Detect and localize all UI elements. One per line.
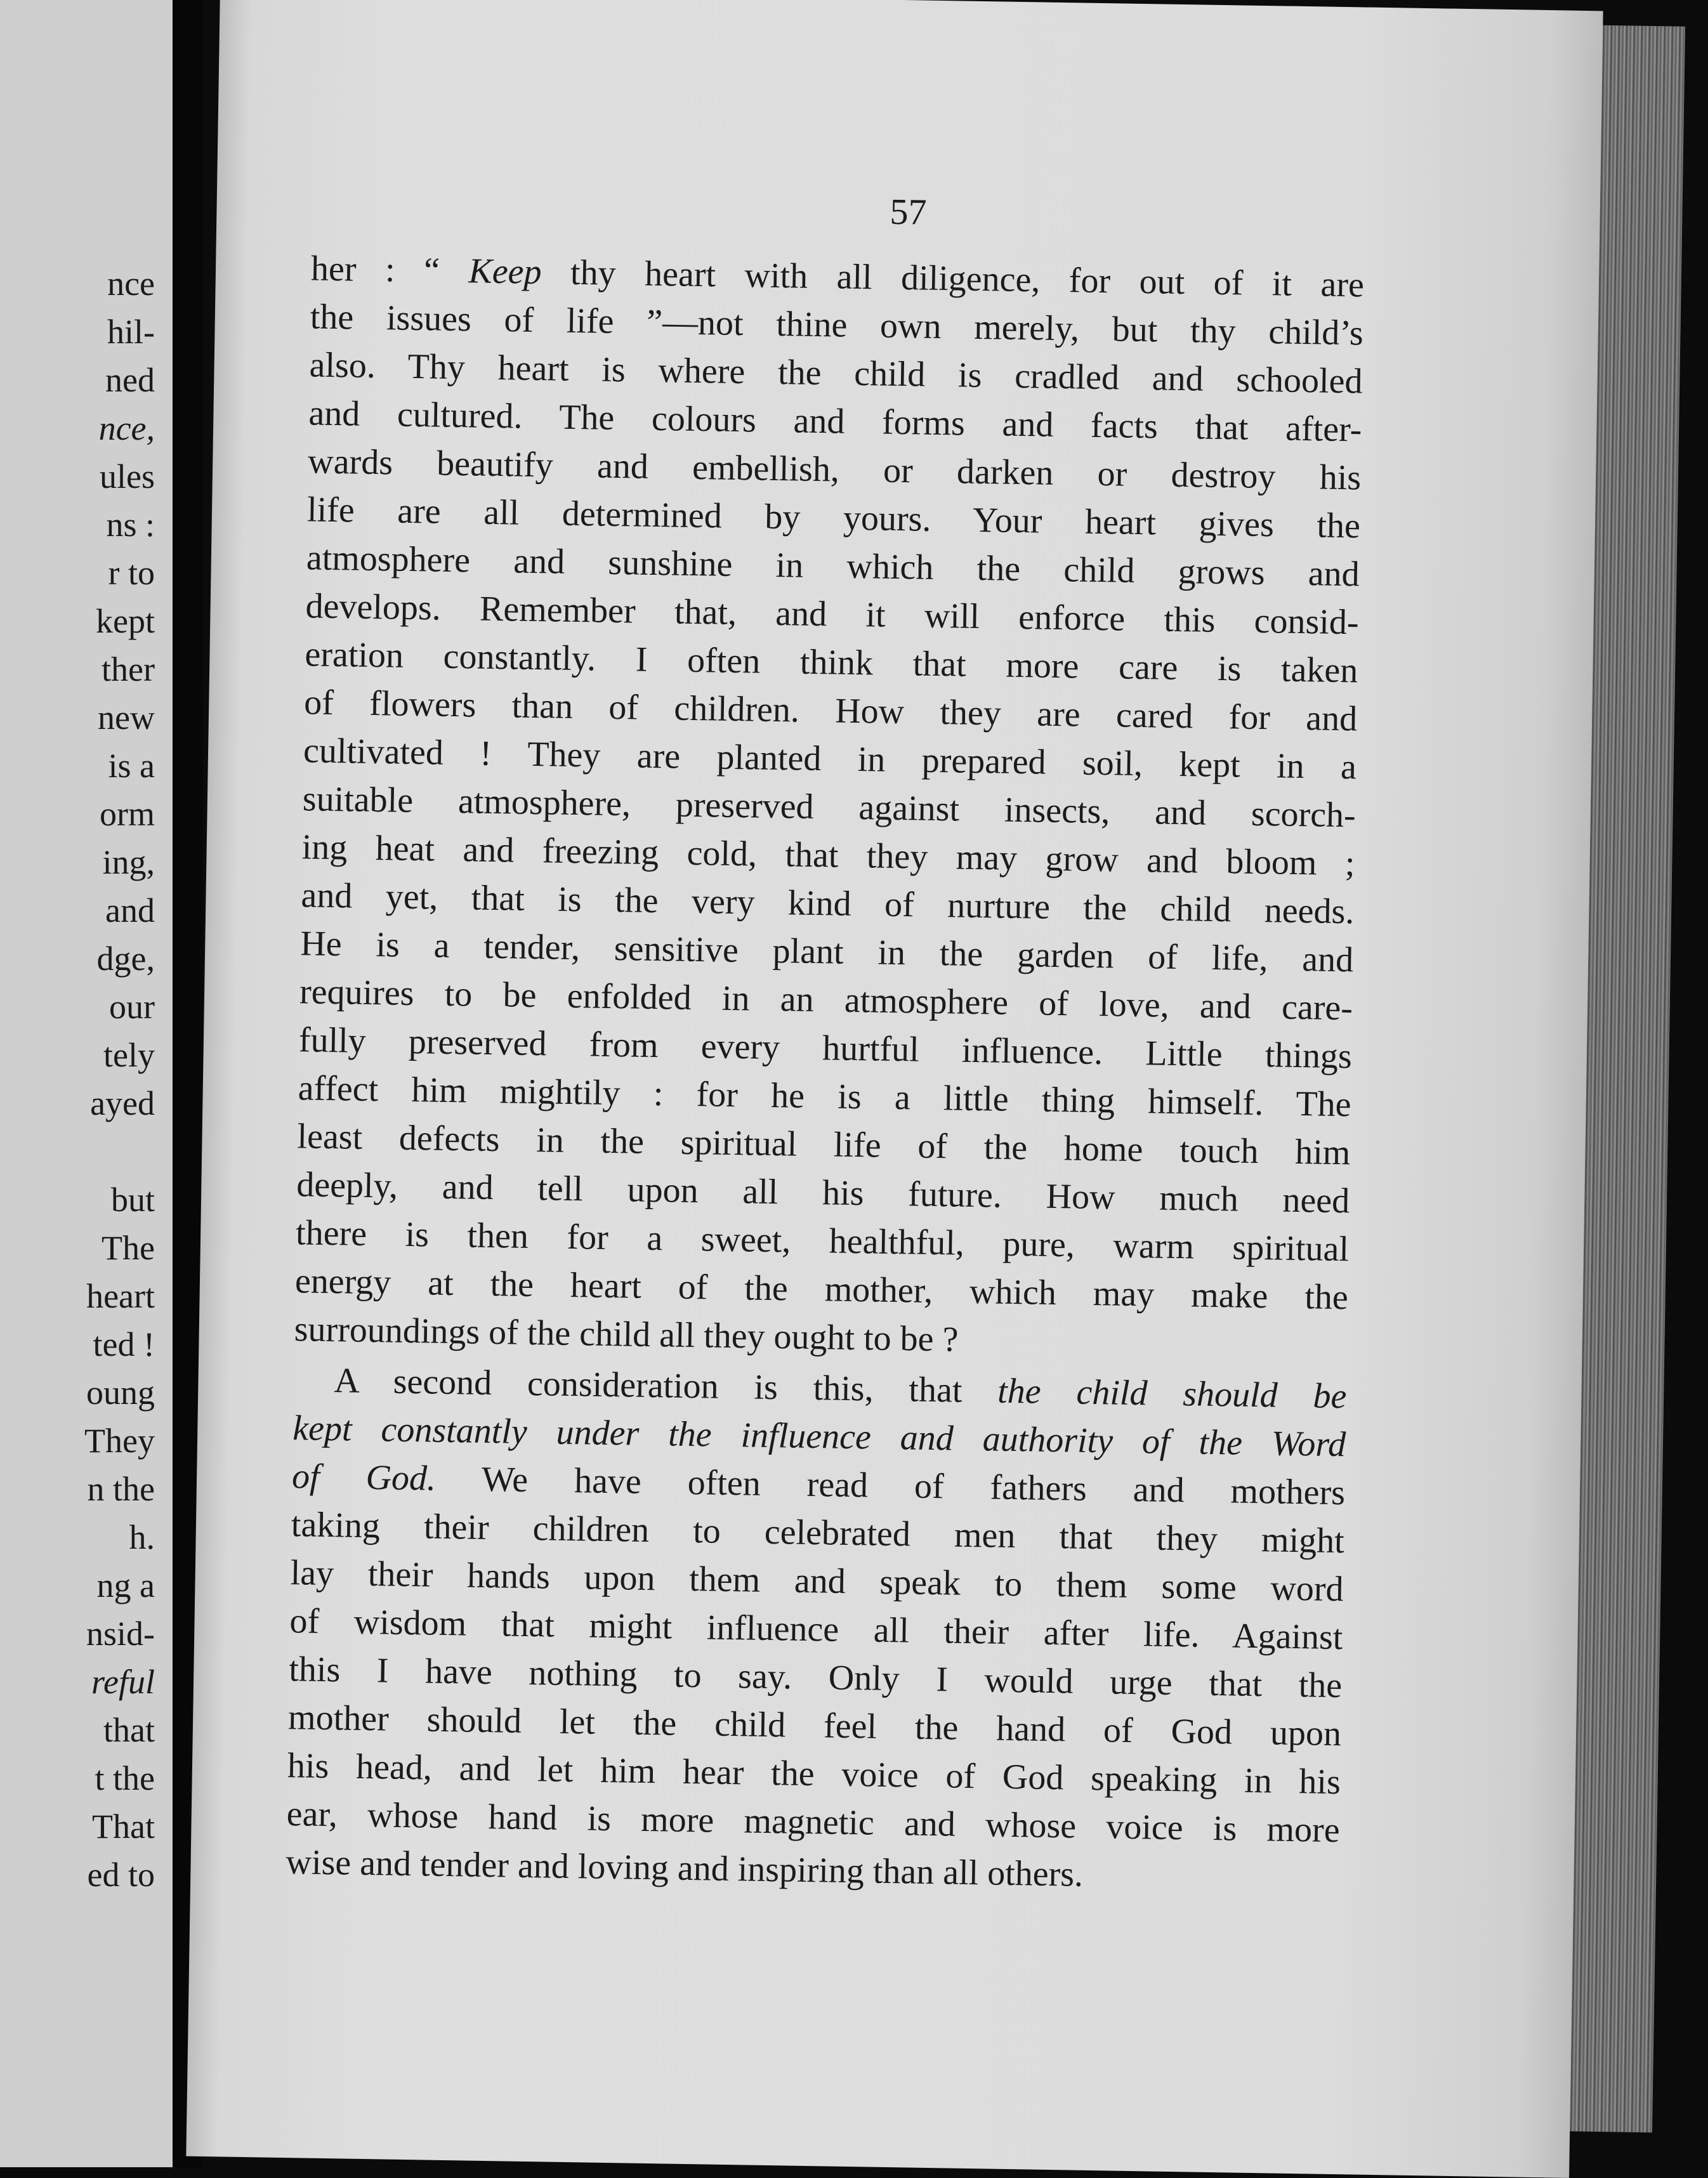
text-span: affect him mightily : for he is a little thing himself. The [298, 1068, 1352, 1125]
italic-text: the child should be [997, 1371, 1347, 1417]
left-page-line-fragment: ed to [87, 1856, 155, 1894]
text-span: least defects in the spiritual life of the home touch him [297, 1117, 1351, 1173]
text-span: there is then for a sweet, healthful, pure, warm spiritual [295, 1213, 1350, 1269]
text-span: life are all determined by yours. Your heart gives the [306, 490, 1361, 546]
left-page-line-fragment: r to [108, 554, 155, 592]
left-page-line-fragment: ng a [96, 1566, 155, 1604]
left-page-line-fragment: new [98, 699, 155, 737]
left-page-line-fragment: kept [96, 602, 155, 640]
left-page-line-fragment: is a [108, 747, 155, 785]
left-page-line-fragment: ules [100, 457, 155, 495]
left-page-fragment [0, 0, 173, 2167]
right-page [186, 0, 1603, 2178]
left-page-line-fragment: ayed [90, 1084, 155, 1122]
text-span: and cultured. The colours and forms and facts that after- [308, 393, 1362, 450]
text-span: deeply, and tell upon all his future. How much need [296, 1165, 1350, 1221]
left-page-line-fragment: reful [91, 1663, 155, 1701]
left-page-line-fragment: that [103, 1711, 155, 1749]
italic-text: kept constantly under the influence and authority of the Word [292, 1408, 1346, 1465]
left-page-line-fragment: tely [103, 1036, 155, 1074]
text-span: taking their children to celebrated men that they might [291, 1505, 1345, 1561]
text-span: her : “ [310, 249, 470, 291]
text-span: We have often read of fathers and mothers [435, 1459, 1346, 1513]
text-span: requires to be enfolded in an atmosphere of love, and care- [299, 972, 1353, 1028]
text-span: ear, whose hand is more magnetic and whose voice is more [286, 1794, 1341, 1851]
left-page-line-fragment: nsid- [86, 1615, 155, 1653]
text-span: He is a tender, sensitive plant in the garden of life, and [299, 924, 1354, 980]
left-page-line-fragment: ns : [106, 506, 155, 544]
text-span: of wisdom that might influence all their after life. Against [289, 1601, 1343, 1658]
body-text [286, 244, 1364, 1903]
left-page-line-fragment: but [110, 1181, 155, 1219]
text-span: his head, and let him hear the voice of God speaking in his [287, 1746, 1341, 1802]
left-page-line-fragment: and [105, 891, 155, 929]
text-span: and yet, that is the very kind of nurture the child needs. [301, 876, 1355, 932]
text-span: wards beautify and embellish, or darken or destroy his [307, 442, 1362, 498]
text-span: suitable atmosphere, preserved against insects, and scorch- [302, 779, 1357, 836]
left-page-line-fragment: ned [105, 361, 155, 399]
italic-text: of God. [291, 1457, 437, 1499]
left-page-line-fragment: ther [102, 650, 155, 688]
left-page-line-fragment: dge, [96, 940, 155, 978]
left-page-line-fragment: nce [107, 265, 155, 303]
left-page-line-fragment: t the [95, 1759, 155, 1797]
text-span: also. Thy heart is where the child is cradled and schooled [309, 345, 1363, 402]
text-span: A second consideration is this, that [334, 1361, 998, 1411]
text-span: develops. Remember that, and it will enforce this consid- [305, 586, 1359, 643]
text-span: atmosphere and sunshine in which the child grows and [306, 538, 1360, 594]
left-page-line-fragment: oung [86, 1374, 155, 1412]
text-span: fully preserved from every hurtful influence. Little things [298, 1020, 1353, 1077]
text-span: mother should let the child feel the hand of God upon [287, 1698, 1342, 1754]
text-span: this I have nothing to say. Only I would urge that the [288, 1650, 1343, 1706]
text-span: of flowers than of children. How they are cared for and [303, 683, 1358, 739]
text-span: the issues of life ”—not thine own merely, but thy child’s [310, 297, 1364, 353]
left-page-line-fragment: ing, [102, 843, 155, 881]
italic-text: Keep [468, 251, 542, 292]
text-span: lay their hands upon them and speak to them some word [290, 1553, 1344, 1610]
left-page-line-fragment: our [109, 988, 155, 1026]
text-span: wise and tender and loving and inspiring than all others. [286, 1842, 1084, 1894]
left-page-line-fragment: heart [86, 1277, 155, 1315]
text-span: ing heat and freezing cold, that they may grow and bloom ; [301, 827, 1356, 884]
left-page-line-fragment: They [84, 1422, 155, 1460]
text-span: cultivated ! They are planted in prepared soil, kept in a [303, 731, 1357, 787]
left-page-line-fragment: orm [100, 795, 155, 833]
text-span: energy at the heart of the mother, which may make the [294, 1261, 1349, 1318]
left-page-line-fragment: hil- [107, 313, 155, 351]
left-page-line-fragment: nce, [98, 409, 155, 447]
text-span: surroundings of the child all they ought to be ? [294, 1309, 959, 1360]
left-page-line-fragment: h. [129, 1518, 155, 1556]
text-span: thy heart with all diligence, for out of it are [541, 253, 1365, 305]
text-span: eration constantly. I often think that more care is taken [305, 634, 1358, 691]
left-page-line-fragment: That [92, 1807, 155, 1846]
left-page-line-fragment: n the [87, 1470, 155, 1508]
left-page-line-fragment: ted ! [93, 1325, 155, 1363]
page-number: 57 [890, 190, 928, 233]
left-page-line-fragment: The [102, 1229, 155, 1267]
